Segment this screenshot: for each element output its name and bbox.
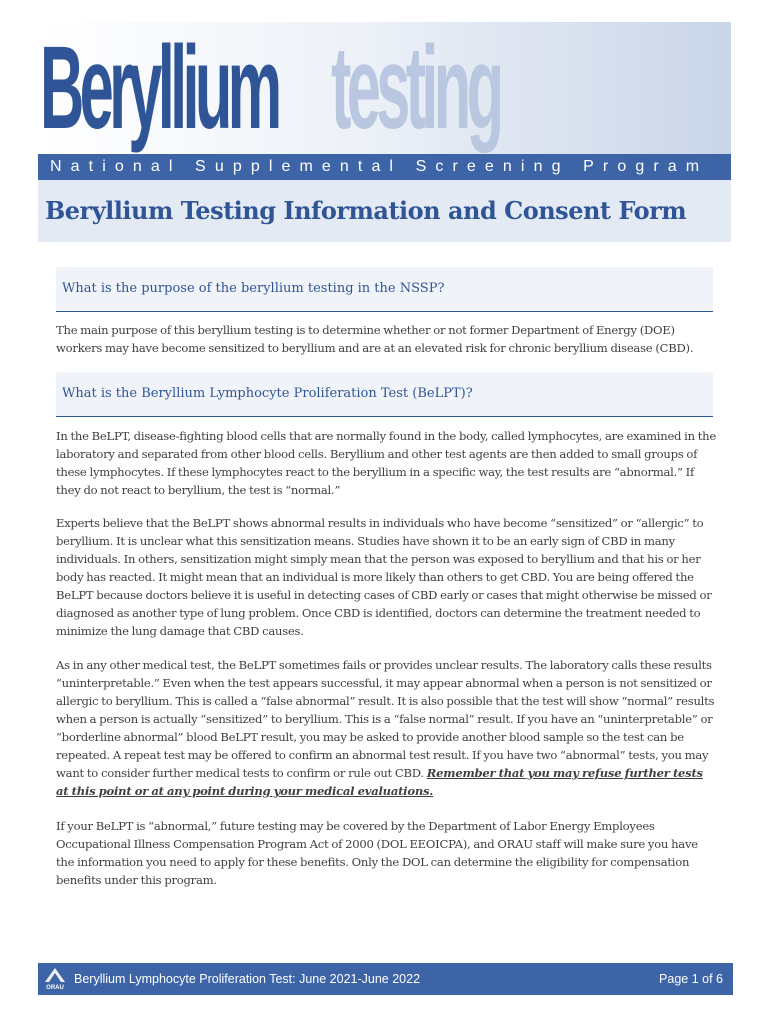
paragraph-purpose: The main purpose of this beryllium testing is to determine whether or not former Department of Energy (DOE) workers may have become sensitized to beryllium and are at an elevated risk for chronic beryllium disease (CBD). bbox=[56, 323, 694, 355]
test-results-text: As in any other medical test, the BeLPT sometimes fails or provides unclear results. The laboratory calls these results “uninterpretable.” Even when the test appears successful, it may appear abnormal when a person is not sensitized or allergic to beryllium. This is called a “false abnormal” result. It is also possible that the test will show “normal” results when a person is actually “sensitized” to beryllium. This is a “false normal” result. If you have an “uninterpretable” or “borderline abnormal” blood BeLPT result, you may be asked to provide another blood sample so the test can be repeated. A repeat test may be offered to confirm an abnormal test result. If you have two “abnormal” tests, you may want to consider further medical tests to confirm or rule out CBD. bbox=[56, 658, 715, 780]
section-heading-belpt bbox=[56, 372, 713, 417]
header-banner bbox=[38, 22, 731, 180]
page-title: Beryllium Testing Information and Consent Form bbox=[45, 196, 687, 225]
title-bar bbox=[38, 180, 731, 242]
program-name: National Supplemental Screening Program bbox=[50, 158, 709, 175]
banner-program-strip bbox=[38, 154, 731, 180]
paragraph-compensation: If your BeLPT is “abnormal,” future testing may be covered by the Department of Labor Energy Employees Occupational Illness Compensation Program Act of 2000 (DOL EEOICPA), and ORAU staff will make sure you have the information you need to apply for these benefits. Only the DOL can determine the eligibility for compensation benefits under this program. bbox=[56, 819, 698, 887]
refusal-notice: Remember that you may refuse further tests at this point or at any point during your medical evaluations. bbox=[56, 766, 703, 798]
paragraph-belpt-description: In the BeLPT, disease-fighting blood cells that are normally found in the body, called lymphocytes, are examined in the laboratory and separated from other blood cells. Beryllium and other test agents are then added to small groups of these lymphocytes. If these lymphocytes react to the beryllium in a specific way, the test results are “abnormal.” If they do not react to beryllium, the test is “normal.” bbox=[56, 429, 717, 497]
page-footer bbox=[38, 963, 733, 995]
page-number: Page 1 of 6 bbox=[659, 972, 723, 986]
paragraph-test-results bbox=[56, 656, 716, 800]
paragraph-experts: Experts believe that the BeLPT shows abnormal results in individuals who have become “sensitized” or “allergic” to beryllium. It is unclear what this sensitization means. Studies have shown it to be an early sign of CBD in many individuals. In others, sensitization might simply mean that the person was exposed to beryllium and that his or her body has reacted. It might mean that an individual is more likely than others to get CBD. You are being offered the BeLPT because doctors believe it is useful in detecting cases of CBD early or cases that might otherwise be missed or diagnosed as another type of lung problem. Once CBD is identified, doctors can determine the treatment needed to minimize the lung damage that CBD causes. bbox=[56, 516, 712, 638]
footer-document-title: Beryllium Lymphocyte Proliferation Test: June 2021-June 2022 bbox=[74, 972, 421, 986]
section-heading-purpose bbox=[56, 267, 713, 312]
banner-word-beryllium: Beryllium bbox=[40, 22, 278, 154]
orau-logo-icon bbox=[43, 967, 67, 991]
orau-logo-text: ORAU bbox=[46, 985, 64, 991]
section-question: What is the purpose of the beryllium testing in the NSSP? bbox=[62, 281, 445, 296]
banner-word-testing: testing bbox=[331, 22, 500, 154]
section-question: What is the Beryllium Lymphocyte Proliferation Test (BeLPT)? bbox=[62, 386, 473, 401]
